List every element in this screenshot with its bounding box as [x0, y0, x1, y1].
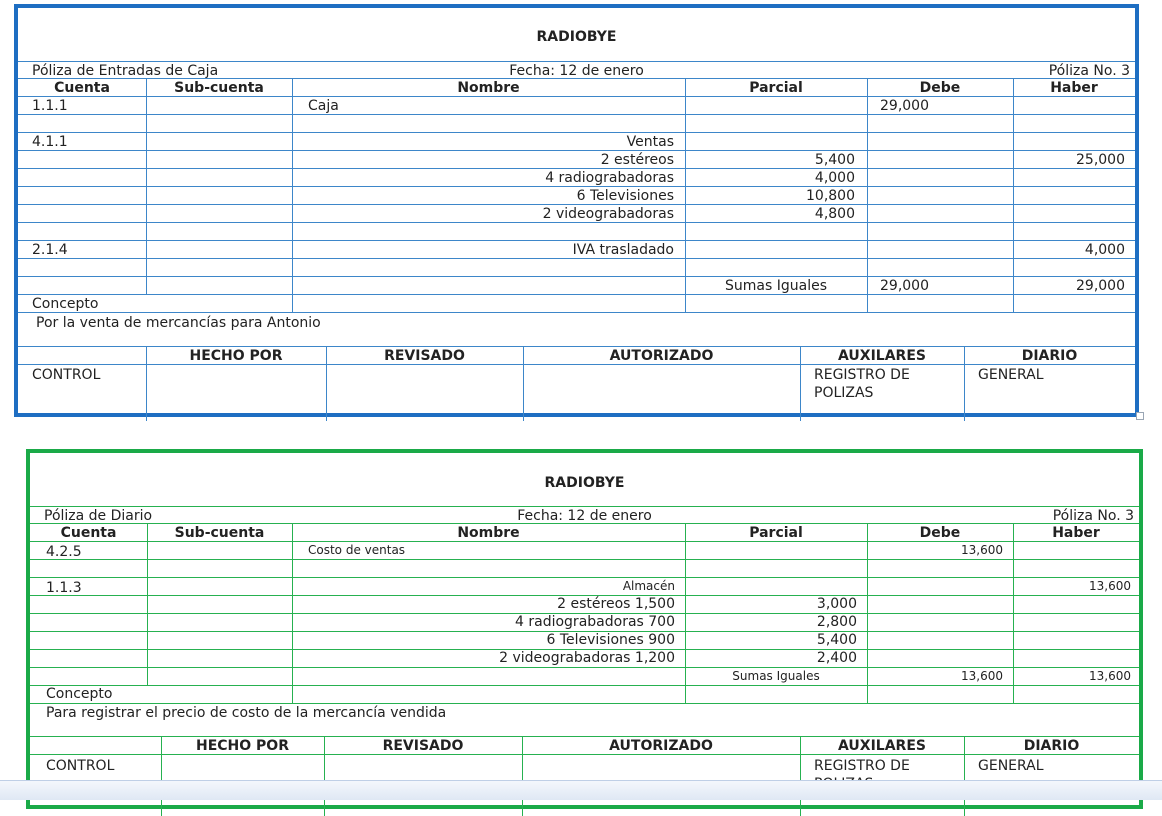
- header-debe: Debe: [919, 80, 961, 96]
- footer-general: GENERAL: [978, 367, 1044, 383]
- row-parcial: 4,000: [814, 170, 855, 186]
- footer-auxiliares: AUXILARES: [838, 348, 926, 364]
- poliza-number: Póliza No. 3: [1052, 508, 1134, 524]
- row-cuenta: 1.1.3: [46, 580, 82, 596]
- row-nombre: 2 estéreos 1,500: [557, 596, 675, 612]
- form-title: RADIOBYE: [544, 475, 625, 491]
- sums-label: Sumas Iguales: [732, 669, 820, 683]
- poliza-date: Fecha: 12 de enero: [509, 63, 644, 79]
- sums-haber: 29,000: [1076, 278, 1125, 294]
- concepto-text: Por la venta de mercancías para Antonio: [36, 315, 321, 331]
- concepto-label: Concepto: [32, 296, 99, 312]
- row-haber: 4,000: [1084, 242, 1125, 258]
- sums-label: Sumas Iguales: [725, 278, 827, 294]
- row-haber: 13,600: [1089, 579, 1131, 593]
- header-haber: Haber: [1050, 80, 1098, 96]
- footer-polizas: POLIZAS: [814, 385, 874, 401]
- footer-control: CONTROL: [32, 367, 101, 383]
- row-parcial: 3,000: [816, 596, 857, 612]
- footer-autorizado: AUTORIZADO: [609, 348, 714, 364]
- row-cuenta: 1.1.1: [32, 98, 68, 114]
- header-nombre: Nombre: [457, 525, 520, 541]
- row-parcial: 10,800: [806, 188, 855, 204]
- row-parcial: 5,400: [814, 152, 855, 168]
- row-debe: 29,000: [880, 98, 929, 114]
- row-nombre: 2 videograbadoras 1,200: [499, 650, 675, 666]
- row-cuenta: 4.2.5: [46, 544, 82, 560]
- header-subcuenta: Sub-cuenta: [174, 525, 265, 541]
- footer-control: CONTROL: [46, 758, 115, 774]
- row-haber: 25,000: [1076, 152, 1125, 168]
- poliza-diario: [26, 449, 1143, 809]
- footer-registro: REGISTRO DE: [814, 758, 910, 774]
- poliza-type-label: Póliza de Diario: [44, 508, 153, 524]
- header-cuenta: Cuenta: [54, 80, 110, 96]
- sums-debe: 13,600: [961, 669, 1003, 683]
- row-nombre: 4 radiograbadoras: [545, 170, 674, 186]
- sums-debe: 29,000: [880, 278, 929, 294]
- header-parcial: Parcial: [749, 80, 803, 96]
- window-status-bar: [0, 780, 1162, 800]
- poliza-type-label: Póliza de Entradas de Caja: [32, 63, 219, 79]
- row-nombre: Caja: [308, 98, 339, 114]
- row-nombre: 2 estéreos: [600, 152, 674, 168]
- footer-autorizado: AUTORIZADO: [609, 738, 713, 754]
- row-nombre: IVA trasladado: [572, 242, 674, 258]
- row-cuenta: 4.1.1: [32, 134, 68, 150]
- row-cuenta: 2.1.4: [32, 242, 68, 258]
- footer-general: GENERAL: [978, 758, 1044, 774]
- footer-diario: DIARIO: [1021, 348, 1078, 364]
- row-nombre: 2 videograbadoras: [542, 206, 674, 222]
- row-nombre: 4 radiograbadoras 700: [515, 614, 675, 630]
- row-parcial: 2,400: [816, 650, 857, 666]
- footer-auxiliares: AUXILARES: [838, 738, 926, 754]
- header-subcuenta: Sub-cuenta: [174, 80, 264, 96]
- row-nombre: 6 Televisiones: [576, 188, 674, 204]
- header-nombre: Nombre: [457, 80, 520, 96]
- row-nombre: Ventas: [626, 134, 674, 150]
- poliza-date: Fecha: 12 de enero: [517, 508, 652, 524]
- poliza-number: Póliza No. 3: [1048, 63, 1130, 79]
- row-parcial: 5,400: [816, 632, 857, 648]
- footer-revisado: REVISADO: [384, 348, 465, 364]
- form-title: RADIOBYE: [536, 29, 617, 45]
- row-parcial: 4,800: [814, 206, 855, 222]
- footer-registro: REGISTRO DE: [814, 367, 910, 383]
- header-parcial: Parcial: [749, 525, 803, 541]
- footer-hecho-por: HECHO POR: [196, 738, 289, 754]
- resize-handle[interactable]: [1136, 412, 1144, 420]
- row-debe: 13,600: [961, 543, 1003, 557]
- poliza-entradas-caja: [14, 4, 1139, 417]
- row-nombre: Costo de ventas: [308, 543, 406, 557]
- header-haber: Haber: [1052, 525, 1100, 541]
- row-parcial: 2,800: [816, 614, 857, 630]
- row-nombre: Almacén: [622, 579, 675, 593]
- header-cuenta: Cuenta: [60, 525, 117, 541]
- footer-revisado: REVISADO: [382, 738, 464, 754]
- footer-diario: DIARIO: [1023, 738, 1080, 754]
- concepto-label: Concepto: [46, 686, 113, 702]
- header-debe: Debe: [919, 525, 961, 541]
- row-nombre: 6 Televisiones 900: [546, 632, 675, 648]
- sums-haber: 13,600: [1089, 669, 1131, 683]
- concepto-text: Para registrar el precio de costo de la mercancía vendida: [46, 705, 447, 721]
- footer-hecho-por: HECHO POR: [189, 348, 283, 364]
